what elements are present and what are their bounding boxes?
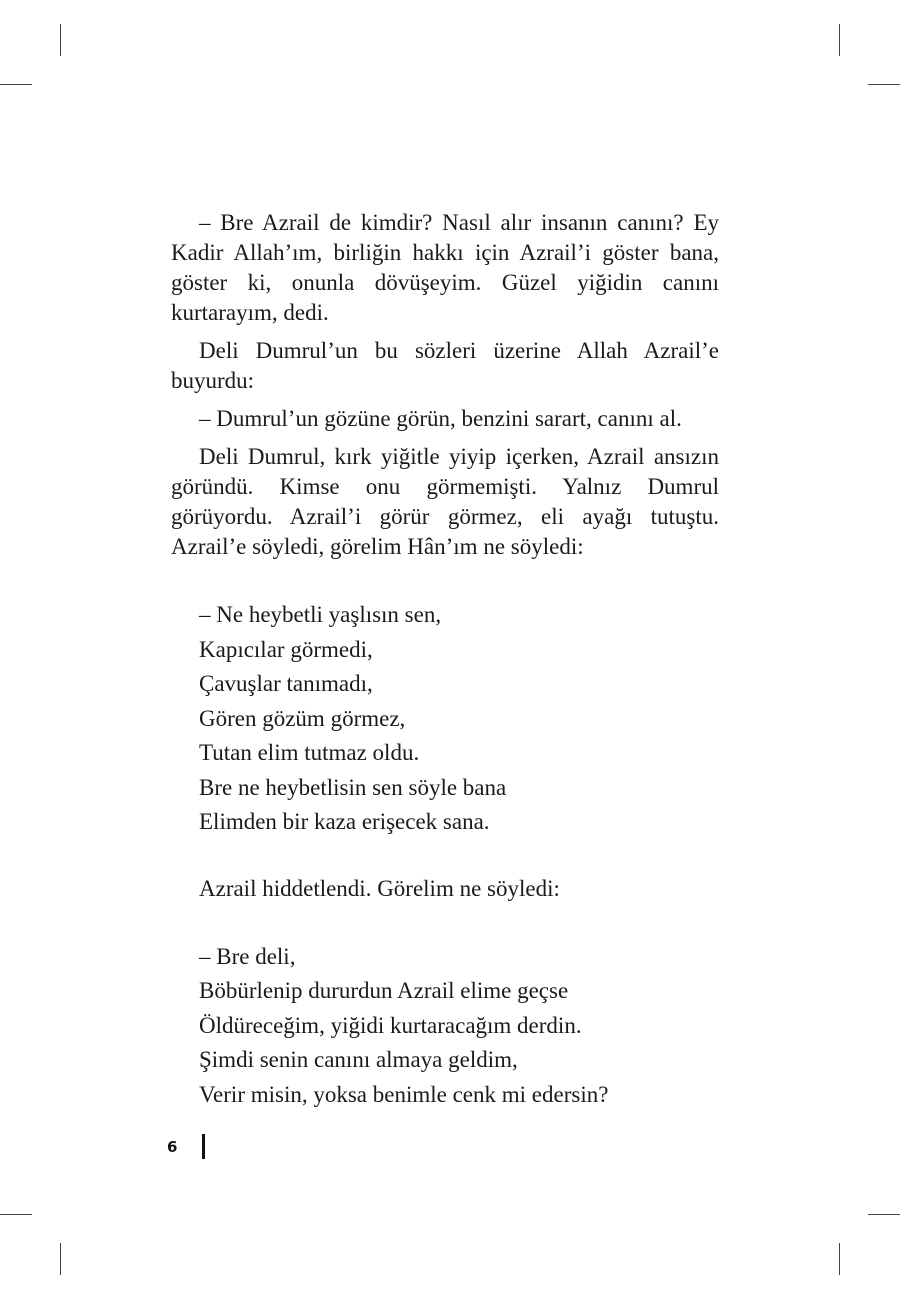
- text-body: [171, 208, 719, 1112]
- crop-mark-bottom-left-vertical: [60, 1243, 61, 1275]
- crop-mark-bottom-right-horizontal: [868, 1214, 900, 1215]
- verse-block-first: [171, 598, 719, 840]
- paragraph: Deli Dumrul, kırk yiğitle yiyip içerken, Azrail ansızın göründü. Kimse onu görmemişti. Yalnız Dumrul görüyordu. Azrail’i görür görmez, eli ayağı tutuştu. Azrail’e söyledi, görelim Hân’ım ne söyledi:: [171, 444, 719, 559]
- page-number-bar: [202, 1134, 205, 1159]
- paragraph: – Dumrul’un gözüne görün, benzini sarart, canını al.: [199, 406, 682, 431]
- crop-mark-top-right-horizontal: [868, 84, 900, 85]
- verse-line: – Bre deli,: [199, 943, 296, 969]
- verse-line: Tutan elim tutmaz oldu.: [199, 740, 420, 765]
- verse-line: Böbürlenip dururdun Azrail elime geçse: [199, 978, 569, 1003]
- crop-mark-top-right-vertical: [839, 24, 840, 56]
- interlude-line: Azrail hiddetlendi. Görelim ne söyledi:: [199, 875, 560, 901]
- crop-mark-top-left-vertical: [60, 24, 61, 56]
- paragraph: Deli Dumrul’un bu sözleri üzerine Allah Azrail’e buyurdu:: [171, 338, 719, 393]
- verse-line: – Ne heybetli yaşlısın sen,: [199, 602, 442, 627]
- verse-line: Elimden bir kaza erişecek sana.: [199, 809, 490, 834]
- verse-line: Şimdi senin canını almaya geldim,: [199, 1047, 518, 1072]
- verse-line: Çavuşlar tanımadı,: [199, 671, 373, 696]
- crop-mark-bottom-right-vertical: [839, 1243, 840, 1275]
- verse-line: Bre ne heybetlisin sen söyle bana: [199, 774, 507, 800]
- verse-line: Öldüreceğim, yiğidi kurtaracağım derdin.: [199, 1012, 582, 1038]
- verse-line: Kapıcılar görmedi,: [199, 636, 373, 662]
- crop-mark-bottom-left-horizontal: [0, 1214, 32, 1215]
- verse-line: Gören gözüm görmez,: [199, 705, 406, 731]
- page-number: 6: [167, 1138, 178, 1156]
- verse-block-second: [171, 940, 719, 1113]
- crop-mark-top-left-horizontal: [0, 84, 32, 85]
- verse-line: Verir misin, yoksa benimle cenk mi edersin?: [199, 1081, 609, 1107]
- paragraph: – Bre Azrail de kimdir? Nasıl alır insanın canını? Ey Kadir Allah’ım, birliğin hakkı için Azrail’i göster bana, göster ki, onunla dövüşeyim. Güzel yiğidin canını kurtarayım, dedi.: [171, 210, 719, 325]
